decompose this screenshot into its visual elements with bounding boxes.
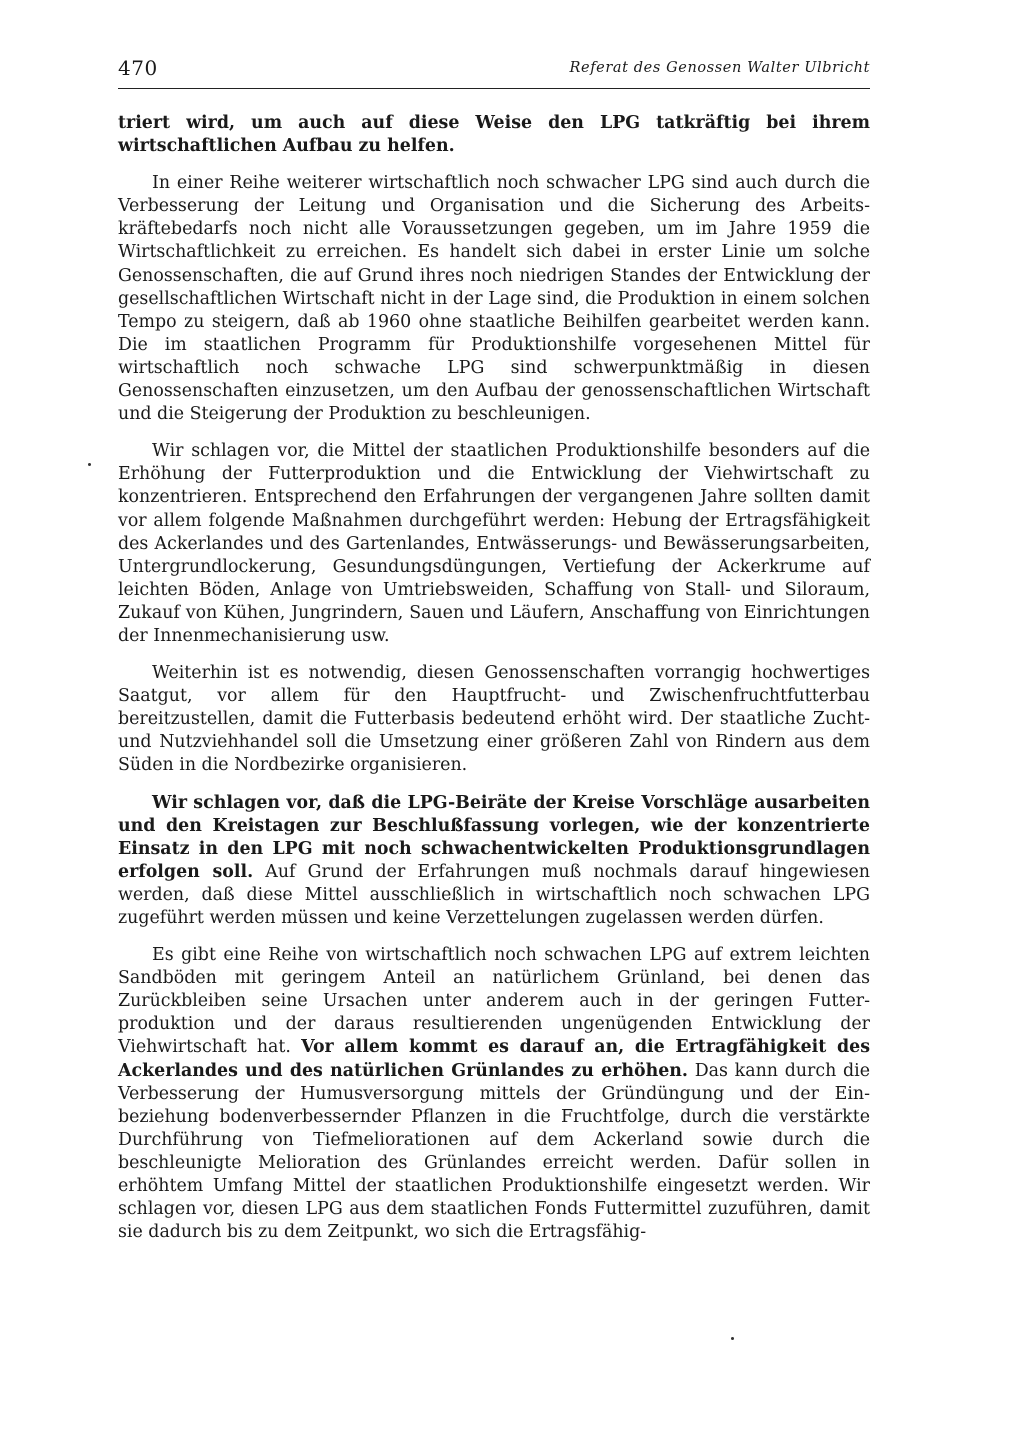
paragraph-6-text-a: Es gibt eine Reihe von wirtschaftlich noch schwachen LPG auf extrem leichten Sandböden mit geringem Anteil an natürlichem Grünland, bei denen das Zurückbleiben seine Ursachen unter anderem auch in der geringen Futterproduktion und der daraus resultierenden ungenügenden Entwicklung der Viehwirtschaft hat. [118, 945, 870, 1058]
paragraph-2 [118, 172, 870, 426]
paragraph-3-text: Wir schlagen vor, die Mittel der staatlichen Produktionshilfe besonders auf die Erhöhung der Futterproduktion und die Entwicklung der Viehwirtschaft zu konzentrieren. Entsprechend den Erfahrungen der vergangenen Jahre sollten damit vor allem folgende Maßnahmen durchgeführt werden: Hebung der Ertragsfähigkeit des Ackerlandes und des Gartenlandes, Entwässerungs- und Bewässerungsarbeiten, Untergrundlockerung, Gesundungsdüngungen, Vertiefung der Ackerkrume auf leichten Böden, Anlage von Umtriebsweiden, Schaffung von Stall- und Siloraum, Zukauf von Kühen, Jungrindern, Sauen und Läufern, Anschaffung von Einrichtungen der Innenmechanisierung usw. [118, 441, 870, 646]
paragraph-5-text: Auf Grund der Erfahrungen muß nochmals darauf hingewiesen werden, daß diese Mittel ausschließlich in wirtschaftlich noch schwachen LPG zugeführt werden müssen und keine Verzettelungen zugelassen werden dürfen. [118, 861, 870, 928]
page-number: 470 [118, 56, 158, 80]
paragraph-5 [118, 792, 870, 931]
page-header [118, 54, 870, 89]
paragraph-2-text: In einer Reihe weiterer wirtschaftlich noch schwacher LPG sind auch durch die Verbesserung der Leitung und Organisation und die Sicherung des Arbeitskräftebedarfs noch nicht alle Voraussetzungen gegeben, um im Jahre 1959 die Wirtschaftlichkeit zu erreichen. Es handelt sich dabei in erster Linie um solche Genossenschaften, die auf Grund ihres noch niedrigen Standes der Entwicklung der gesellschaftlichen Wirtschaft nicht in der Lage sind, die Produktion in einem solchen Tempo zu steigern, daß ab 1960 ohne staatliche Beihilfen gearbeitet werden kann. Die im staatlichen Programm für Produktionshilfe vorgesehenen Mittel für wirtschaftlich noch schwache LPG sind schwerpunktmäßig in diesen Genossenschaften einzusetzen, um den Aufbau der genossenschaftlichen Wirtschaft und die Steigerung der Produktion zu beschleunigen. [118, 173, 870, 425]
paragraph-3 [118, 440, 870, 648]
paragraph-4-text: Weiterhin ist es notwendig, diesen Genossenschaften vorrangig hochwertiges Saatgut, vor allem für den Hauptfrucht- und Zwischenfruchtfutterbau bereitzustellen, damit die Futterbasis bedeutend erhöht wird. Der staatliche Zucht- und Nutzviehhandel soll die Umsetzung einer größeren Zahl von Rindern aus dem Süden in die Nordbezirke organisieren. [118, 663, 870, 776]
margin-speck [88, 463, 91, 466]
page-speck [731, 1337, 734, 1340]
paragraph-6-bold-text: Vor allem kommt es darauf an, die Ertragfähigkeit des Ackerlandes und des natürlichen Grünlandes zu erhöhen. [118, 1037, 870, 1081]
body-text [118, 112, 870, 1258]
paragraph-6-text-b: Das kann durch die Verbesserung der Humusversorgung mittels der Gründüngung und der Einbeziehung bodenverbessernder Pflanzen in die Fruchtfolge, durch die verstärkte Durchführung von Tiefmeliorationen auf dem Ackerland sowie durch die beschleunigte Melioration des Grünlandes erreicht werden. Dafür sollen in erhöhtem Umfang Mittel der staatlichen Produktionshilfe eingesetzt werden. Wir schlagen vor, diesen LPG aus dem staatlichen Fonds Futtermittel zuzuführen, damit sie dadurch bis zu dem Zeitpunkt, wo sich die Ertragsfähig- [118, 1060, 870, 1243]
paragraph-5-bold-text: Wir schlagen vor, daß die LPG-Beiräte der Kreise Vorschläge ausarbeiten und den Kreistagen zur Beschlußfassung vorlegen, wie der konzentrierte Einsatz in den LPG mit noch schwachentwickelten Produktionsgrundlagen erfolgen soll. [118, 792, 870, 882]
paragraph-6 [118, 944, 870, 1244]
paragraph-1 [118, 112, 870, 158]
paragraph-1-bold-text: triert wird, um auch auf diese Weise den LPG tatkräftig bei ihrem wirtschaftlichen Aufbau zu helfen. [118, 113, 870, 157]
running-title: Referat des Genossen Walter Ulbricht [569, 60, 870, 76]
paragraph-4 [118, 662, 870, 777]
